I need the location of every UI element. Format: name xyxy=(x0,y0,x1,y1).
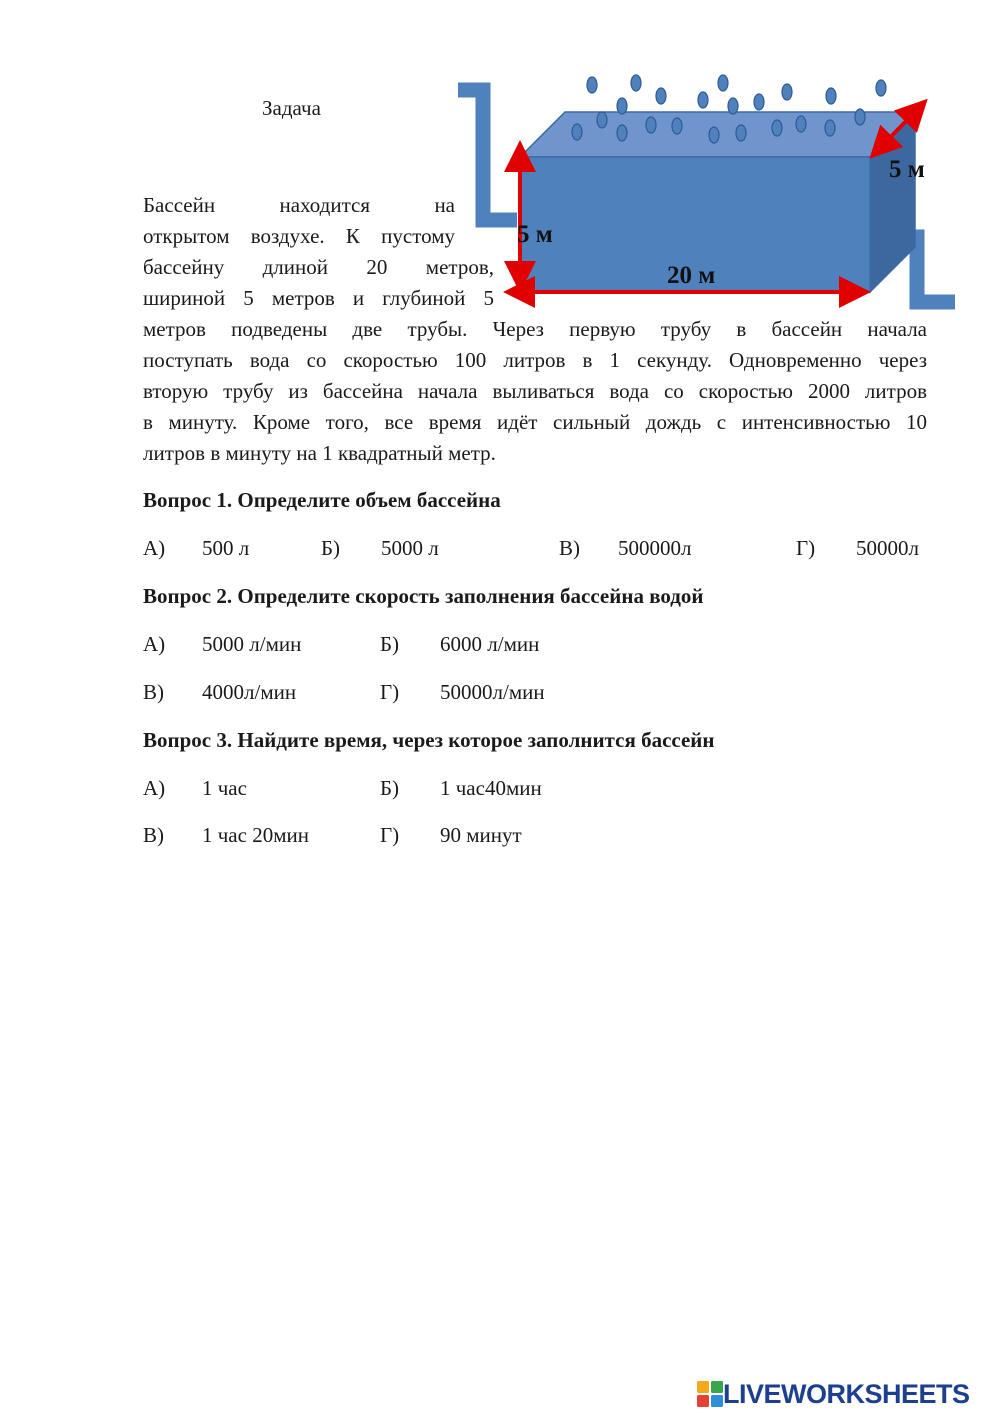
q2-option-b-letter: Б) xyxy=(380,632,400,656)
q3-option-a-text[interactable]: 1 час xyxy=(202,776,247,800)
raindrop xyxy=(736,125,746,141)
raindrop xyxy=(631,75,641,91)
raindrop xyxy=(597,112,607,128)
height-label: 5 м xyxy=(517,221,553,248)
intro-line-4: шириной 5 метров и глубиной 5 xyxy=(143,286,494,310)
q2-option-b-text[interactable]: 6000 л/мин xyxy=(440,632,540,656)
raindrop xyxy=(718,75,728,91)
q3-option-c-text[interactable]: 1 час 20мин xyxy=(202,823,309,847)
liveworksheets-brand[interactable] xyxy=(697,1378,970,1410)
raindrop xyxy=(587,77,597,93)
intro-line-3: бассейну длиной 20 метров, xyxy=(143,255,494,279)
raindrop xyxy=(617,98,627,114)
raindrop xyxy=(698,92,708,108)
q2-option-a-text[interactable]: 5000 л/мин xyxy=(202,632,302,656)
q3-option-b-text[interactable]: 1 час40мин xyxy=(440,776,542,800)
q1-option-b-letter: Б) xyxy=(321,536,341,560)
raindrop xyxy=(782,84,792,100)
q1-option-a-text[interactable]: 500 л xyxy=(202,536,250,560)
raindrop xyxy=(876,80,886,96)
q3-option-d-letter: Г) xyxy=(380,823,400,847)
length-label: 20 м xyxy=(667,262,716,289)
q3-option-a-letter: А) xyxy=(143,776,166,800)
q2-option-d-text[interactable]: 50000л/мин xyxy=(440,680,545,704)
q2-option-c-text[interactable]: 4000л/мин xyxy=(202,680,297,704)
intro-line-9: литров в минуту на 1 квадратный метр. xyxy=(143,441,496,465)
raindrop xyxy=(772,120,782,136)
task-title: Задача xyxy=(262,96,321,120)
raindrop xyxy=(855,109,865,125)
intro-line-8: в минуту. Кроме того, все время идёт сильный дождь с интенсивностью 10 xyxy=(143,410,927,434)
q1-option-a-letter: А) xyxy=(143,536,166,560)
question-2-title: Вопрос 2. Определите скорость заполнения бассейна водой xyxy=(143,584,704,608)
intro-line-1: Бассейн находится на xyxy=(143,193,455,217)
q3-option-b-letter: Б) xyxy=(380,776,400,800)
raindrop xyxy=(672,118,682,134)
raindrop xyxy=(728,98,738,114)
raindrop xyxy=(709,127,719,143)
raindrop xyxy=(825,120,835,136)
q3-option-d-text[interactable]: 90 минут xyxy=(440,823,522,847)
raindrop xyxy=(646,117,656,133)
intro-line-7: вторую трубу из бассейна начала выливаться вода со скоростью 2000 литров xyxy=(143,379,927,403)
question-1-title: Вопрос 1. Определите объем бассейна xyxy=(143,488,501,512)
q2-option-a-letter: А) xyxy=(143,632,166,656)
q1-option-b-text[interactable]: 5000 л xyxy=(381,536,439,560)
raindrop xyxy=(754,94,764,110)
liveworksheets-logo-icon xyxy=(697,1381,723,1407)
raindrop xyxy=(796,116,806,132)
brand-name: LIVEWORKSHEETS xyxy=(723,1378,970,1409)
raindrop xyxy=(826,88,836,104)
intro-line-5: метров подведены две трубы. Через первую трубу в бассейн начала xyxy=(143,317,927,341)
q1-option-d-letter: Г) xyxy=(796,536,816,560)
q2-option-c-letter: В) xyxy=(143,680,164,704)
pool-diagram xyxy=(455,70,960,320)
q2-option-d-letter: Г) xyxy=(380,680,400,704)
intro-line-2: открытом воздухе. К пустому xyxy=(143,224,455,248)
raindrop xyxy=(617,125,627,141)
q1-option-d-text[interactable]: 50000л xyxy=(856,536,919,560)
q1-option-c-text[interactable]: 500000л xyxy=(618,536,692,560)
question-3-title: Вопрос 3. Найдите время, через которое заполнится бассейн xyxy=(143,728,715,752)
intro-line-6: поступать вода со скоростью 100 литров в 1 секунду. Одновременно через xyxy=(143,348,927,372)
q3-option-c-letter: В) xyxy=(143,823,164,847)
raindrop xyxy=(656,88,666,104)
inlet-pipe xyxy=(458,90,517,220)
q1-option-c-letter: В) xyxy=(559,536,580,560)
width-label: 5 м xyxy=(889,156,925,183)
raindrop xyxy=(572,124,582,140)
